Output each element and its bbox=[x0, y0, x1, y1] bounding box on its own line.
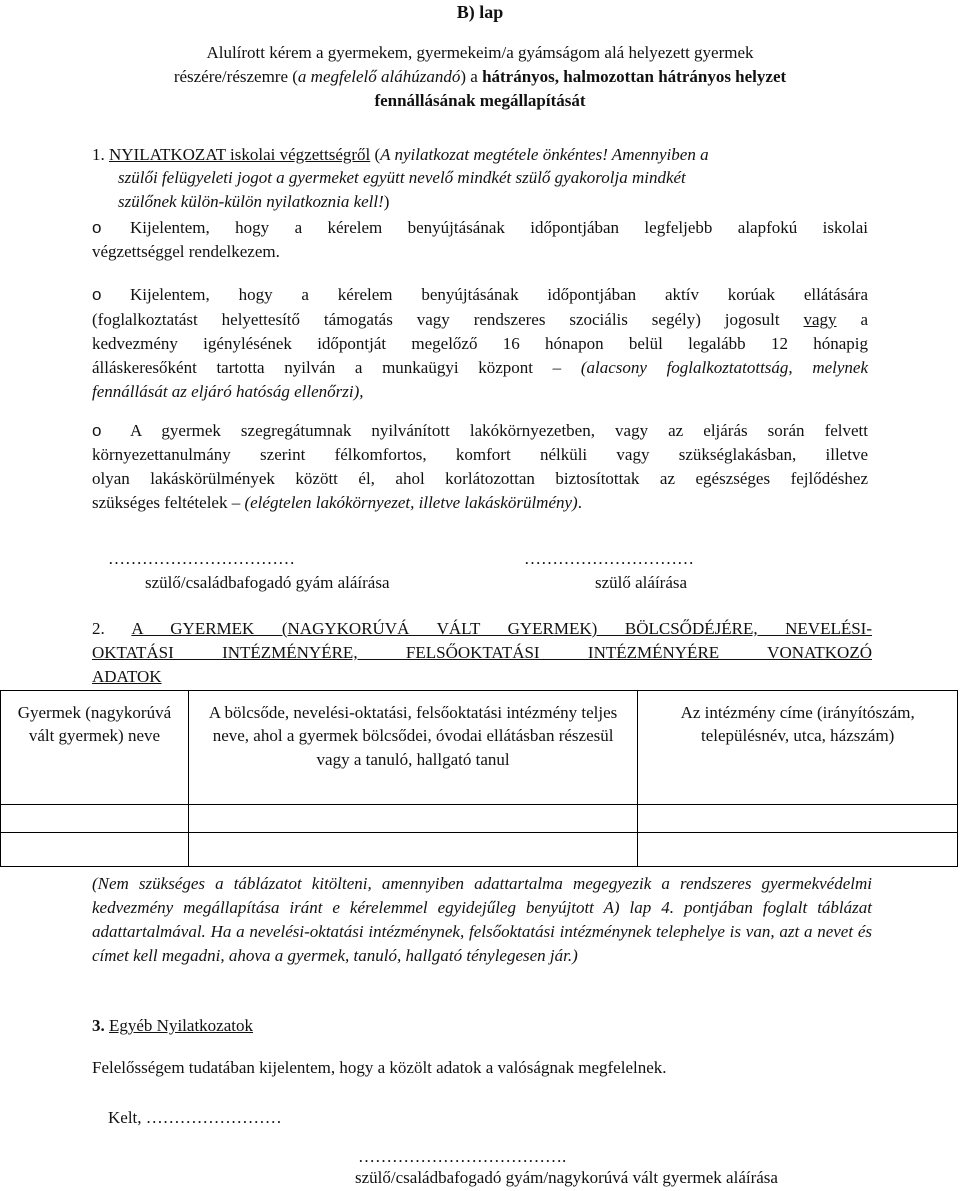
option2-italic: (alacsony foglalkoztatottság, melynek bbox=[580, 358, 868, 377]
table-row bbox=[1, 805, 958, 833]
option1-line-1 bbox=[92, 216, 868, 239]
intro-text: részére/részemre ( bbox=[173, 67, 298, 86]
intro-text: ) a bbox=[460, 67, 483, 86]
signature-dots-right[interactable]: ………………………… bbox=[524, 549, 694, 568]
section3-title: Egyéb Nyilatkozatok bbox=[109, 1016, 253, 1035]
intro-italic: a megfelelő aláhúzandó bbox=[297, 67, 461, 86]
section2-number: 2. bbox=[92, 619, 105, 638]
kelt-field[interactable]: …………………… bbox=[145, 1108, 282, 1127]
section3-heading bbox=[92, 1014, 253, 1037]
section3-statement: Felelősségem tudatában kijelentem, hogy a közölt adatok a valóságnak megfelelnek. bbox=[92, 1058, 667, 1077]
option2-line-3: kedvezmény igénylésének időpontját megelőző 16 hónapon belül legalább 12 hónapig bbox=[92, 334, 868, 353]
kelt-label: Kelt, bbox=[108, 1108, 146, 1127]
section2-note: (Nem szükséges a táblázatot kitölteni, amennyiben adattartalma megegyezik a rendszeres gyermekvédelmi kedvezmény megállapítása iránt e kérelemmel egyidejűleg benyújtott A) lap 4. pontjában foglalt táblázat adattartalmával. Ha a nevelési-oktatási intézménynek, felsőoktatási intézménynek telephelye is van, azt a nevet és címet kell megadni, ahova a gyermek, tanuló, hallgató ténylegesen jár.) bbox=[92, 874, 872, 965]
section2-title: A GYERMEK (NAGYKORÚVÁ VÁLT GYERMEK) BÖLCSŐDÉJÉRE, NEVELÉSI- bbox=[131, 619, 873, 638]
section1-number: 1. bbox=[92, 145, 105, 164]
section3-number: 3. bbox=[92, 1016, 105, 1035]
institution-table bbox=[0, 690, 958, 867]
kelt-line bbox=[108, 1106, 282, 1129]
option3-line-1 bbox=[92, 419, 868, 442]
checkbox-bullet[interactable]: o bbox=[92, 218, 102, 237]
option2-line-5: fennállását az eljáró hatóság ellenőrzi), bbox=[92, 382, 364, 401]
option1-line-2: végzettséggel rendelkezem. bbox=[92, 242, 280, 261]
cell-institution-name[interactable] bbox=[188, 833, 637, 867]
section1-note: A nyilatkozat megtétele önkéntes! Amennyiben a bbox=[380, 145, 709, 164]
section1-note-line-3 bbox=[118, 190, 960, 213]
option2-text: álláskeresőként tartotta nyilván a munkaügyi központ – bbox=[92, 358, 581, 377]
intro-line-1: Alulírott kérem a gyermekem, gyermekeim/a gyámságom alá helyezett gyermek bbox=[206, 43, 754, 62]
option2-line-1 bbox=[92, 283, 868, 306]
cell-child-name[interactable] bbox=[1, 805, 189, 833]
section2-heading-line-3: ADATOK bbox=[92, 667, 162, 686]
checkbox-bullet[interactable]: o bbox=[92, 285, 102, 304]
option3-text: A gyermek szegregátumnak nyilvánított lakókörnyezetben, vagy az eljárás során felvett bbox=[130, 421, 868, 440]
table-header-row bbox=[1, 691, 958, 805]
option3-text: szükséges feltételek – bbox=[92, 493, 245, 512]
cell-child-name[interactable] bbox=[1, 833, 189, 867]
header-institution-name: A bölcsőde, nevelési-oktatási, felsőoktatási intézmény teljes neve, ahol a gyermek bölcsődei, óvodai ellátásban részesül vagy a tanuló, hallgató tanul bbox=[188, 691, 637, 805]
signature-label-right: szülő aláírása bbox=[595, 573, 688, 592]
intro-line-3: fennállásának megállapítását bbox=[374, 91, 586, 110]
option3-line-4 bbox=[92, 491, 868, 514]
option2-line-2 bbox=[92, 308, 868, 331]
option2-text: (foglalkoztatást helyettesítő támogatás vagy rendszeres szociális segély) jogosult bbox=[92, 310, 780, 329]
section1-note-line-2: szülői felügyeleti jogot a gyermeket együtt nevelő mindkét szülő gyakorolja mindkét bbox=[118, 168, 686, 187]
section2-heading-line-2: OKTATÁSI INTÉZMÉNYÉRE, FELSŐOKTATÁSI INTÉZMÉNYÉRE VONATKOZÓ bbox=[92, 643, 872, 662]
table-row bbox=[1, 833, 958, 867]
paren: ) bbox=[383, 192, 390, 211]
paren: ( bbox=[370, 145, 381, 164]
section1-note-text: szülőnek külön-külön nyilatkoznia kell! bbox=[118, 192, 384, 211]
header-institution-address: Az intézmény címe (irányítószám, településnév, utca, házszám) bbox=[638, 691, 958, 805]
header-child-name: Gyermek (nagykorúvá vált gyermek) neve bbox=[1, 691, 189, 805]
section2-heading-line-1 bbox=[92, 617, 872, 640]
cell-institution-address[interactable] bbox=[638, 833, 958, 867]
option2-text: Kijelentem, hogy a kérelem benyújtásának időpontjában aktív korúak ellátására bbox=[130, 285, 868, 304]
section1-heading bbox=[92, 143, 960, 166]
intro-line-2 bbox=[0, 65, 960, 88]
signature-dots-left[interactable]: …………………………… bbox=[108, 549, 295, 568]
section1-title: NYILATKOZAT iskolai végzettségről bbox=[109, 145, 371, 164]
page-title: B) lap bbox=[456, 2, 504, 22]
option3-line-2: környezettanulmány szerint félkomfortos, komfort nélküli vagy szükséglakásban, illetve bbox=[92, 445, 868, 464]
signature-label-left: szülő/családbafogadó gyám aláírása bbox=[145, 573, 390, 592]
cell-institution-name[interactable] bbox=[188, 805, 637, 833]
final-signature-dots[interactable]: ………………………………. bbox=[358, 1147, 567, 1166]
option3-text: . bbox=[577, 493, 582, 512]
intro-bold: hátrányos, halmozottan hátrányos helyzet bbox=[482, 67, 787, 86]
option2-line-4 bbox=[92, 356, 868, 379]
checkbox-bullet[interactable]: o bbox=[92, 421, 102, 440]
option2-text: a bbox=[860, 310, 869, 329]
option2-underlined: vagy bbox=[803, 310, 837, 329]
option3-italic: (elégtelen lakókörnyezet, illetve lakáskörülmény) bbox=[244, 493, 578, 512]
option3-line-3: olyan lakáskörülmények között él, ahol korlátozottan biztosítottak az egészséges fejlődéshez bbox=[92, 469, 868, 488]
final-signature-label: szülő/családbafogadó gyám/nagykorúvá vált gyermek aláírása bbox=[355, 1168, 778, 1187]
option1-text: Kijelentem, hogy a kérelem benyújtásának időpontjában legfeljebb alapfokú iskolai bbox=[130, 218, 868, 237]
cell-institution-address[interactable] bbox=[638, 805, 958, 833]
